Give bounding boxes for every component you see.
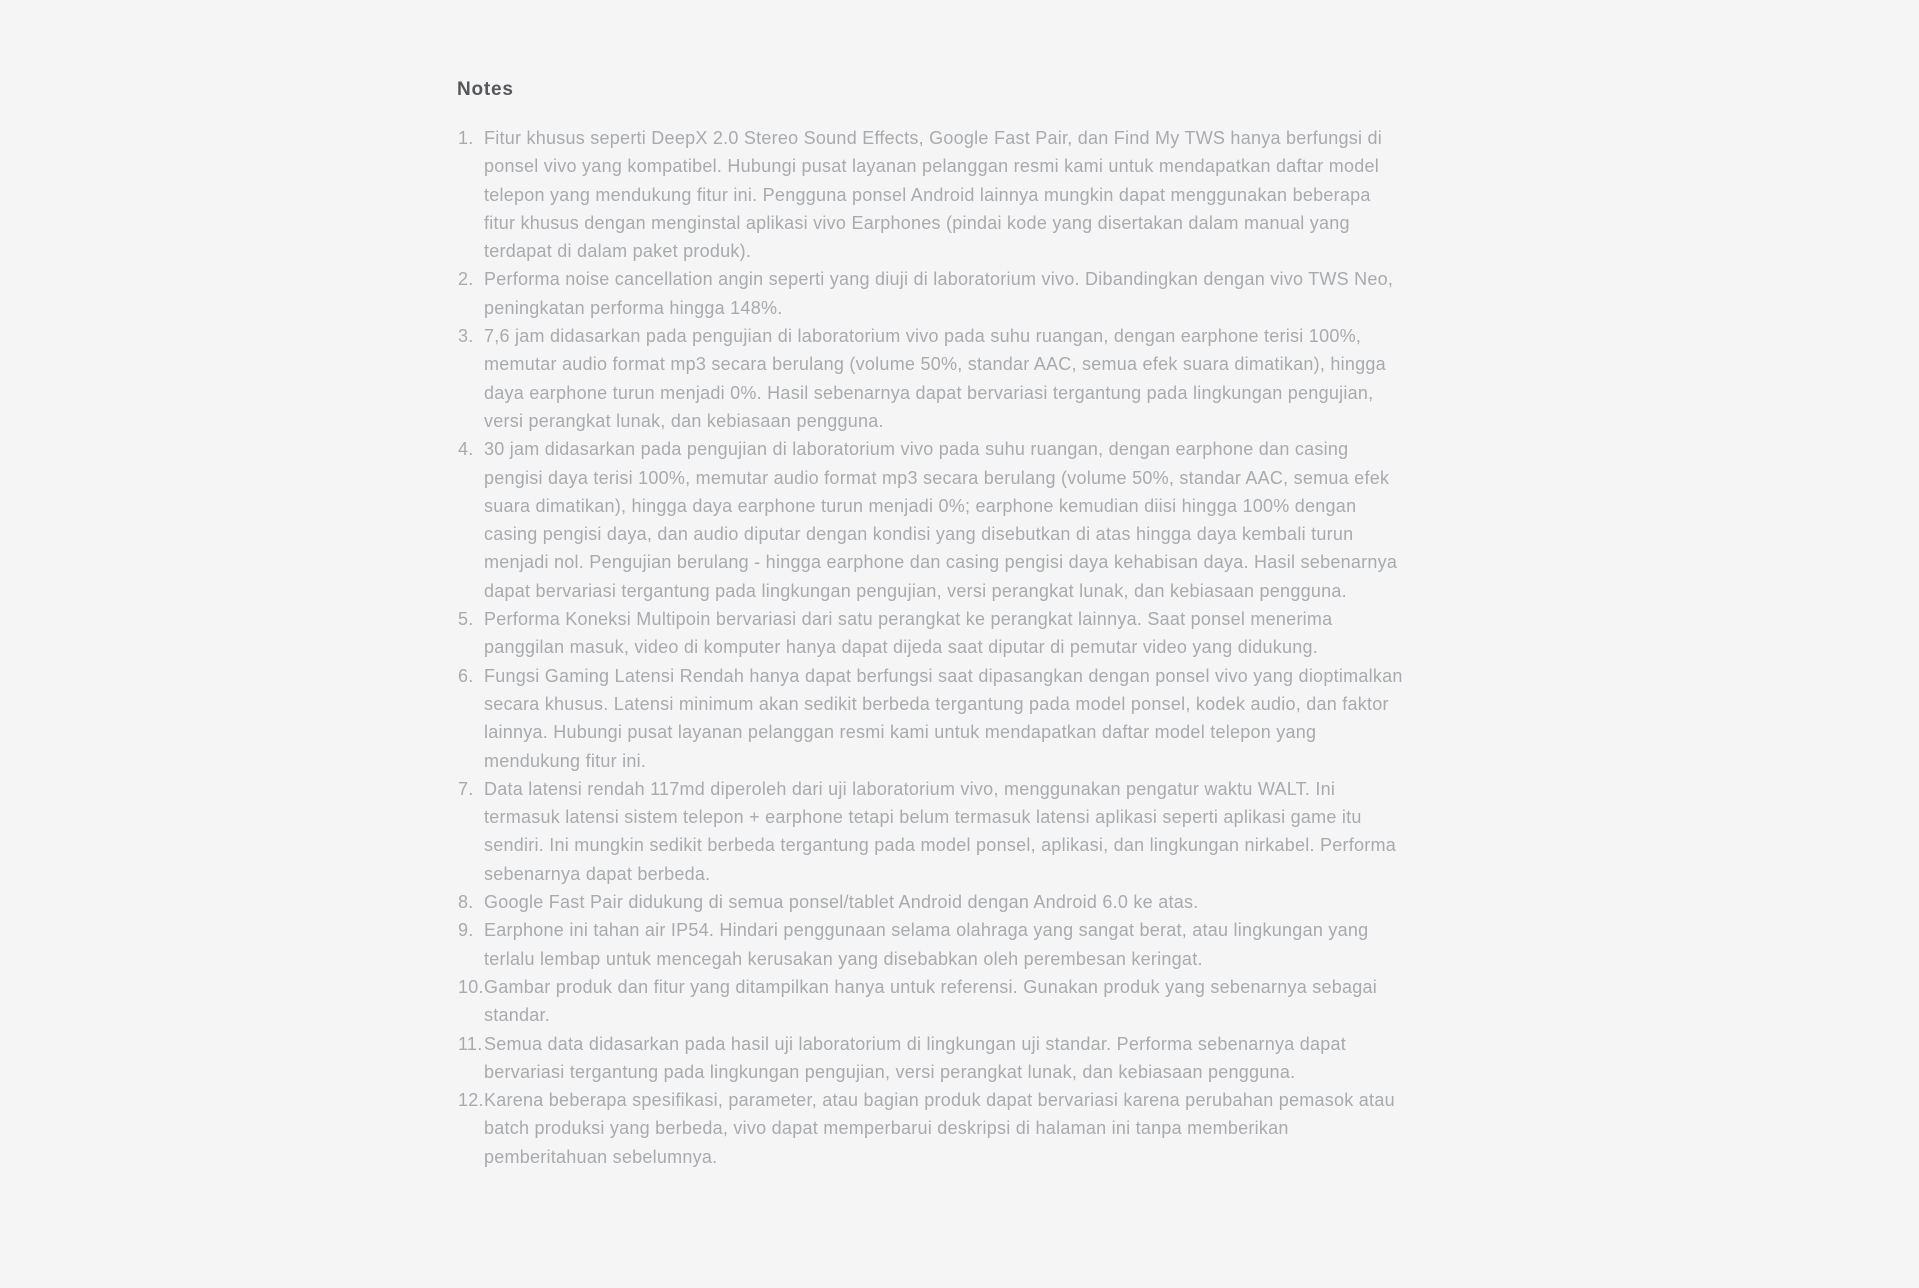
- note-item-5: Performa Koneksi Multipoin bervariasi dari satu perangkat ke perangkat lainnya. Saat ponsel menerima panggilan masuk, video di komputer hanya dapat dijeda saat diputar di pemutar video yang didukung.: [484, 609, 1333, 658]
- note-item-6: Fungsi Gaming Latensi Rendah hanya dapat berfungsi saat dipasangkan dengan ponsel vivo yang dioptimalkan secara khusus. Latensi minimum akan sedikit berbeda tergantung pada model ponsel, kodek audio, dan faktor lainnya. Hubungi pusat layanan pelanggan resmi kami untuk mendapatkan daftar model telepon yang mendukung fitur ini.: [484, 665, 1403, 771]
- note-item-1: Fitur khusus seperti DeepX 2.0 Stereo Sound Effects, Google Fast Pair, dan Find My TWS hanya berfungsi di ponsel vivo yang kompatibel. Hubungi pusat layanan pelanggan resmi kami untuk mendapatkan daftar model telepon yang mendukung fitur ini. Pengguna ponsel Android lainnya mungkin dapat menggunakan beberapa fitur khusus dengan menginstal aplikasi vivo Earphones (pindai kode yang disertakan dalam manual yang terdapat di dalam paket produk).: [484, 128, 1383, 262]
- note-item-4: 30 jam didasarkan pada pengujian di laboratorium vivo pada suhu ruangan, dengan earphone dan casing pengisi daya terisi 100%, memutar audio format mp3 secara berulang (volume 50%, standar AAC, semua efek suara dimatikan), hingga daya earphone turun menjadi 0%; earphone kemudian diisi hingga 100% dengan casing pengisi daya, dan audio diputar dengan kondisi yang disebutkan di atas hingga daya kembali turun menjadi nol. Pengujian berulang - hingga earphone dan casing pengisi daya kehabisan daya. Hasil sebenarnya dapat bervariasi tergantung pada lingkungan pengujian, versi perangkat lunak, dan kebiasaan pengguna.: [484, 439, 1398, 601]
- notes-section: [457, 78, 1405, 1171]
- note-item-10: Gambar produk dan fitur yang ditampilkan hanya untuk referensi. Gunakan produk yang sebenarnya sebagai standar.: [484, 976, 1378, 1026]
- note-item-2: Performa noise cancellation angin seperti yang diuji di laboratorium vivo. Dibandingkan dengan vivo TWS Neo, peningkatan performa hingga 148%.: [484, 269, 1394, 318]
- note-item-12: Karena beberapa spesifikasi, parameter, atau bagian produk dapat bervariasi karena perubahan pemasok atau batch produksi yang berbeda, vivo dapat memperbarui deskripsi di halaman ini tanpa memberikan pemberitahuan sebelumnya.: [484, 1090, 1395, 1167]
- notes-list: [457, 124, 1405, 1171]
- note-item-7: Data latensi rendah 117md diperoleh dari uji laboratorium vivo, menggunakan pengatur waktu WALT. Ini termasuk latensi sistem telepon + earphone tetapi belum termasuk latensi aplikasi seperti aplikasi game itu sendiri. Ini mungkin sedikit berbeda tergantung pada model ponsel, aplikasi, dan lingkungan nirkabel. Performa sebenarnya dapat berbeda.: [484, 778, 1397, 884]
- note-item-8: Google Fast Pair didukung di semua ponsel/tablet Android dengan Android 6.0 ke atas.: [484, 892, 1199, 913]
- note-item-9: Earphone ini tahan air IP54. Hindari penggunaan selama olahraga yang sangat berat, atau lingkungan yang terlalu lembap untuk mencegah kerusakan yang disebabkan oleh perembesan keringat.: [484, 920, 1369, 969]
- note-item-3: 7,6 jam didasarkan pada pengujian di laboratorium vivo pada suhu ruangan, dengan earphone terisi 100%, memutar audio format mp3 secara berulang (volume 50%, standar AAC, semua efek suara dimatikan), hingga daya earphone turun menjadi 0%. Hasil sebenarnya dapat bervariasi tergantung pada lingkungan pengujian, versi perangkat lunak, dan kebiasaan pengguna.: [484, 326, 1386, 431]
- notes-heading: Notes: [457, 79, 514, 100]
- note-item-11: Semua data didasarkan pada hasil uji laboratorium di lingkungan uji standar. Performa sebenarnya dapat bervariasi tergantung pada lingkungan pengujian, versi perangkat lunak, dan kebiasaan pengguna.: [484, 1033, 1347, 1082]
